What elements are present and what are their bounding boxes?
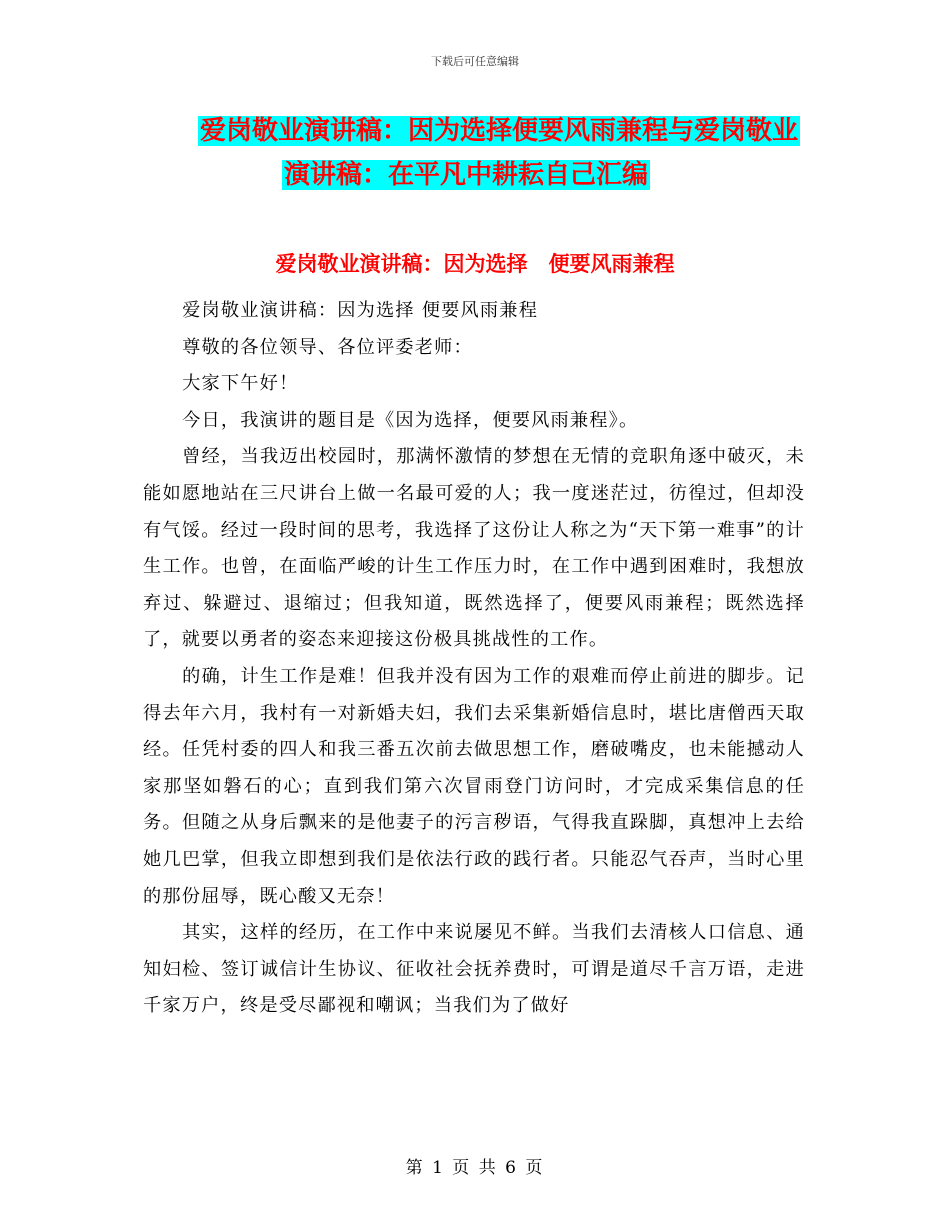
section-title: 爱岗敬业演讲稿：因为选择 便要风雨兼程 bbox=[275, 252, 675, 276]
paragraph: 爱岗敬业演讲稿：因为选择 便要风雨兼程 bbox=[182, 300, 539, 321]
paragraph: 曾经，当我迈出校园时，那满怀激情的梦想在无情的竞职角逐中破灭，未能如愿地站在三尺讲台上做一名最可爱的人；我一度迷茫过，彷徨过，但却没有气馁。经过一段时间的思考，我选择了这份让人称之为“天下第一难事”的计生工作。也曾，在面临严峻的计生工作压力时，在工作中遇到困难时，我想放弃过、躲避过、退缩过；但我知道，既然选择了，便要风雨兼程；既然选择了，就要以勇者的姿态来迎接这份极具挑战性的工作。 bbox=[143, 446, 805, 651]
header-note: 下载后可任意编辑 bbox=[431, 55, 519, 68]
paragraph: 的确，计生工作是难！但我并没有因为工作的艰难而停止前进的脚步。记得去年六月，我村有一对新婚夫妇，我们去采集新婚信息时，堪比唐僧西天取经。任凭村委的四人和我三番五次前去做思想工作，磨破嘴皮，也未能撼动人家那坚如磐石的心；直到我们第六次冒雨登门访问时，才完成采集信息的任务。但随之从身后飘来的是他妻子的污言秽语，气得我直跺脚，真想冲上去给她几巴掌，但我立即想到我们是依法行政的践行者。只能忍气吞声，当时心里的那份屈辱，既心酸又无奈！ bbox=[143, 665, 805, 907]
body-text bbox=[143, 293, 805, 1025]
title-text-1: 爱岗敬业演讲稿：因为选择便要风雨兼程与爱岗敬业 bbox=[199, 116, 798, 146]
title-text-2: 演讲稿：在平凡中耕耘自己汇编 bbox=[283, 160, 648, 190]
page-footer: 第 1 页 共 6 页 bbox=[405, 1158, 545, 1178]
paragraph: 尊敬的各位领导、各位评委老师： bbox=[182, 336, 473, 358]
paragraph: 其实，这样的经历，在工作中来说屡见不鲜。当我们去清核人口信息、通知妇检、签订诚信计生协议、征收社会抚养费时，可谓是道尽千言万语，走进千家万户，终是受尽鄙视和嘲讽；当我们为了做好 bbox=[143, 922, 805, 1017]
document-title-line-1 bbox=[0, 113, 950, 149]
paragraph: 大家下午好！ bbox=[182, 373, 299, 395]
document-title-line-2 bbox=[0, 157, 950, 193]
paragraph: 今日，我演讲的题目是《因为选择，便要风雨兼程》。 bbox=[182, 409, 639, 431]
